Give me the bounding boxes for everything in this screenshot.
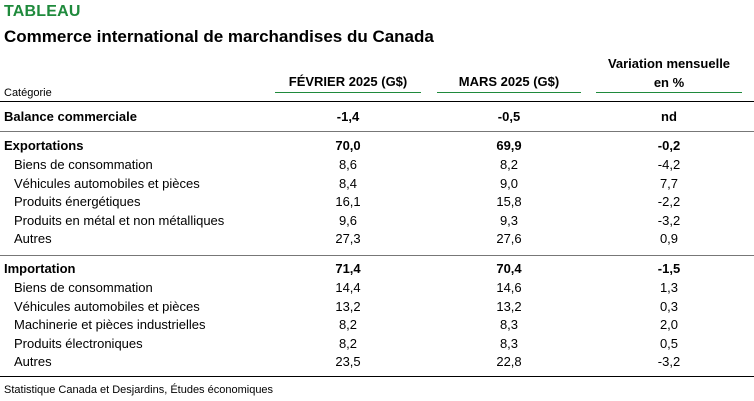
change-value: 1,3 — [659, 280, 679, 295]
balance-divider — [0, 131, 754, 132]
table-row — [0, 211, 754, 230]
mar-value: 8,3 — [499, 317, 519, 332]
row-label: Autres — [14, 231, 52, 246]
table-row — [0, 174, 754, 193]
row-label: Autres — [14, 354, 52, 369]
table-row — [0, 352, 754, 371]
table-row — [0, 315, 754, 334]
row-label: Biens de consommation — [14, 157, 153, 172]
mar-value: 70,4 — [496, 261, 522, 276]
change-header-line1: Variation mensuelle — [607, 56, 731, 71]
table-row — [0, 334, 754, 353]
change-value: -0,2 — [657, 138, 681, 153]
change-value: 0,3 — [659, 299, 679, 314]
feb-value: 14,4 — [335, 280, 361, 295]
exports-divider — [0, 255, 754, 256]
feb-value: 8,4 — [338, 176, 358, 191]
feb-value: 23,5 — [335, 354, 361, 369]
feb-value: 71,4 — [335, 261, 361, 276]
table-title: Commerce international de marchandises du Canada — [4, 27, 434, 46]
change-value: -2,2 — [657, 194, 681, 209]
table-row — [0, 229, 754, 248]
table-row — [0, 192, 754, 211]
feb-value: 16,1 — [335, 194, 361, 209]
mar-column-header: MARS 2025 (G$) — [458, 74, 560, 89]
feb-header-underline — [275, 92, 421, 93]
table-row — [0, 155, 754, 174]
table-bottom-border — [0, 376, 754, 377]
row-label: Machinerie et pièces industrielles — [14, 317, 206, 332]
mar-value: 9,3 — [499, 213, 519, 228]
mar-value: 69,9 — [496, 138, 522, 153]
mar-value: 13,2 — [496, 299, 522, 314]
feb-value: 9,6 — [338, 213, 358, 228]
mar-value: 8,3 — [499, 336, 519, 351]
change-value: -1,5 — [657, 261, 681, 276]
change-value: -4,2 — [657, 157, 681, 172]
mar-value: 9,0 — [499, 176, 519, 191]
change-value: 2,0 — [659, 317, 679, 332]
mar-value: 8,2 — [499, 157, 519, 172]
feb-value: -1,4 — [336, 109, 360, 124]
row-label: Produits électroniques — [14, 336, 143, 351]
imports-total-row — [0, 259, 754, 278]
table-row — [0, 297, 754, 316]
mar-value: 22,8 — [496, 354, 522, 369]
mar-value: 27,6 — [496, 231, 522, 246]
balance-row — [0, 107, 754, 126]
change-header-underline — [596, 92, 742, 93]
exports-total-row — [0, 136, 754, 155]
category-column-header: Catégorie — [4, 87, 52, 99]
feb-value: 13,2 — [335, 299, 361, 314]
row-label: Véhicules automobiles et pièces — [14, 176, 200, 191]
feb-value: 8,6 — [338, 157, 358, 172]
change-value: nd — [661, 109, 677, 124]
header-divider — [0, 101, 754, 102]
feb-value: 27,3 — [335, 231, 361, 246]
table-tag: TABLEAU — [4, 3, 81, 20]
feb-value: 8,2 — [338, 317, 358, 332]
row-label: Produits en métal et non métalliques — [14, 213, 225, 228]
mar-header-underline — [437, 92, 581, 93]
row-label: Biens de consommation — [14, 280, 153, 295]
mar-value: -0,5 — [497, 109, 521, 124]
mar-value: 15,8 — [496, 194, 522, 209]
change-header-line2: en % — [653, 75, 685, 90]
row-label: Importation — [4, 261, 76, 276]
feb-value: 8,2 — [338, 336, 358, 351]
row-label: Balance commerciale — [4, 109, 137, 124]
row-label: Exportations — [4, 138, 84, 153]
feb-column-header: FÉVRIER 2025 (G$) — [288, 74, 408, 89]
feb-value: 70,0 — [335, 138, 361, 153]
change-value: 0,9 — [659, 231, 679, 246]
source-note: Statistique Canada et Desjardins, Études économiques — [4, 384, 274, 396]
change-value: 7,7 — [659, 176, 679, 191]
mar-value: 14,6 — [496, 280, 522, 295]
row-label: Véhicules automobiles et pièces — [14, 299, 200, 314]
row-label: Produits énergétiques — [14, 194, 141, 209]
table-row — [0, 278, 754, 297]
change-value: -3,2 — [657, 354, 681, 369]
change-value: 0,5 — [659, 336, 679, 351]
change-column-header — [596, 54, 742, 92]
change-value: -3,2 — [657, 213, 681, 228]
